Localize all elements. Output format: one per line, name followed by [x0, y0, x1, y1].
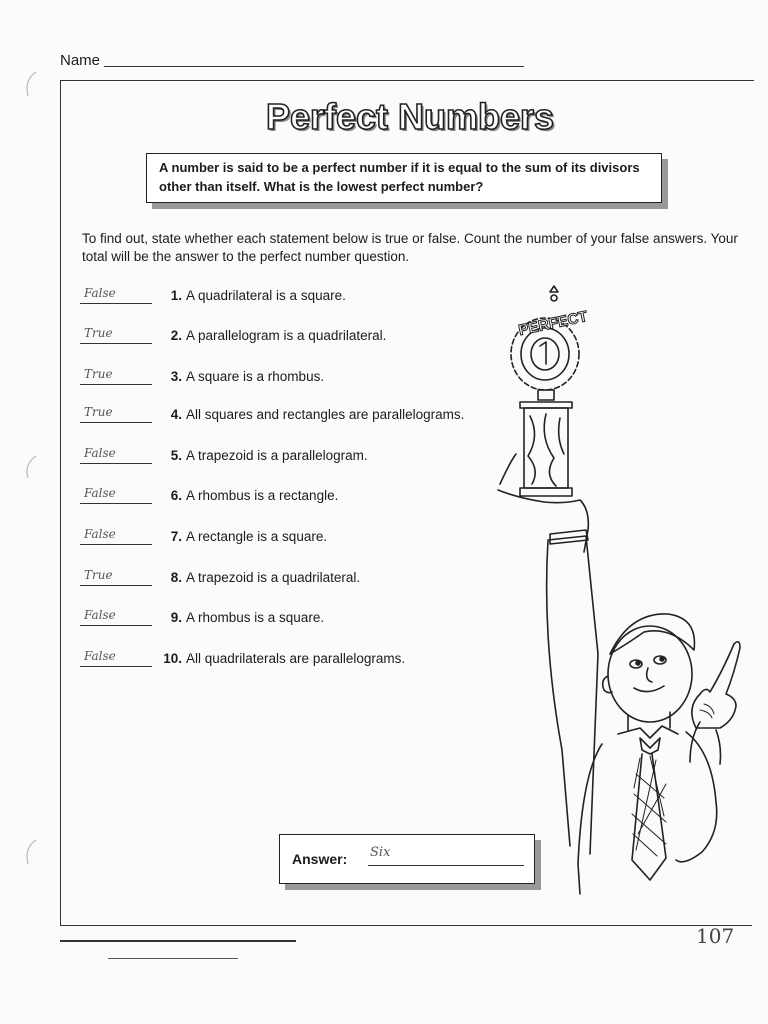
statement-number: 7. — [170, 529, 182, 544]
frame-top-rule — [60, 80, 754, 81]
statement-text: A square is a rhombus. — [186, 369, 325, 384]
intro-box: A number is said to be a perfect number if it is equal to the sum of its divisors other than itself. What is the lowest perfect number? — [146, 153, 662, 203]
statement-text: A trapezoid is a quadrilateral. — [186, 570, 361, 585]
page-number: 107 — [696, 924, 735, 948]
instructions-text: To find out, state whether each statement below is true or false. Count the number of your false answers. Your total will be the answer to the perfect number question. — [82, 231, 738, 264]
statement-text: A trapezoid is a parallelogram. — [186, 448, 368, 463]
answer-box — [279, 834, 535, 884]
answer-label: Answer: — [292, 851, 348, 867]
worksheet-title: Perfect Numbers — [265, 96, 555, 137]
answer-blank[interactable]: False — [80, 527, 152, 545]
statement-number: 4. — [170, 407, 182, 422]
statement-number: 9. — [170, 610, 182, 625]
statement-number: 8. — [170, 570, 182, 585]
statement-number: 3. — [170, 369, 182, 384]
answer-blank[interactable]: True — [80, 367, 152, 385]
answer-blank[interactable]: True — [80, 326, 152, 344]
statement-text: All squares and rectangles are parallelograms. — [186, 407, 465, 422]
statement-number: 2. — [170, 328, 182, 343]
bottom-rule-short — [108, 958, 238, 959]
answer-line — [368, 865, 524, 866]
name-label: Name — [60, 52, 101, 69]
name-field-line[interactable] — [104, 66, 524, 67]
bottom-rule — [60, 940, 296, 942]
answer-blank[interactable]: True — [80, 568, 152, 586]
answer-blank[interactable]: True — [80, 405, 152, 423]
statement-number: 1. — [170, 288, 182, 303]
statement-text: All quadrilaterals are parallelograms. — [186, 651, 406, 666]
trophy-man-illustration — [490, 284, 750, 896]
answer-blank[interactable]: False — [80, 608, 152, 626]
answer-field[interactable]: Six — [370, 845, 391, 860]
statement-number: 10. — [163, 651, 182, 666]
answer-blank[interactable]: False — [80, 286, 152, 304]
statement-number: 6. — [170, 488, 182, 503]
answer-blank[interactable]: False — [80, 486, 152, 504]
binder-marks — [14, 64, 44, 904]
answer-blank[interactable]: False — [80, 649, 152, 667]
trophy-label: PERFECT — [517, 308, 590, 340]
answer-blank[interactable]: False — [80, 446, 152, 464]
statement-text: A parallelogram is a quadrilateral. — [186, 328, 387, 343]
statement-text: A rhombus is a square. — [186, 610, 325, 625]
statement-text: A quadrilateral is a square. — [186, 288, 346, 303]
statement-text: A rectangle is a square. — [186, 529, 328, 544]
statement-text: A rhombus is a rectangle. — [186, 488, 339, 503]
statement-number: 5. — [170, 448, 182, 463]
